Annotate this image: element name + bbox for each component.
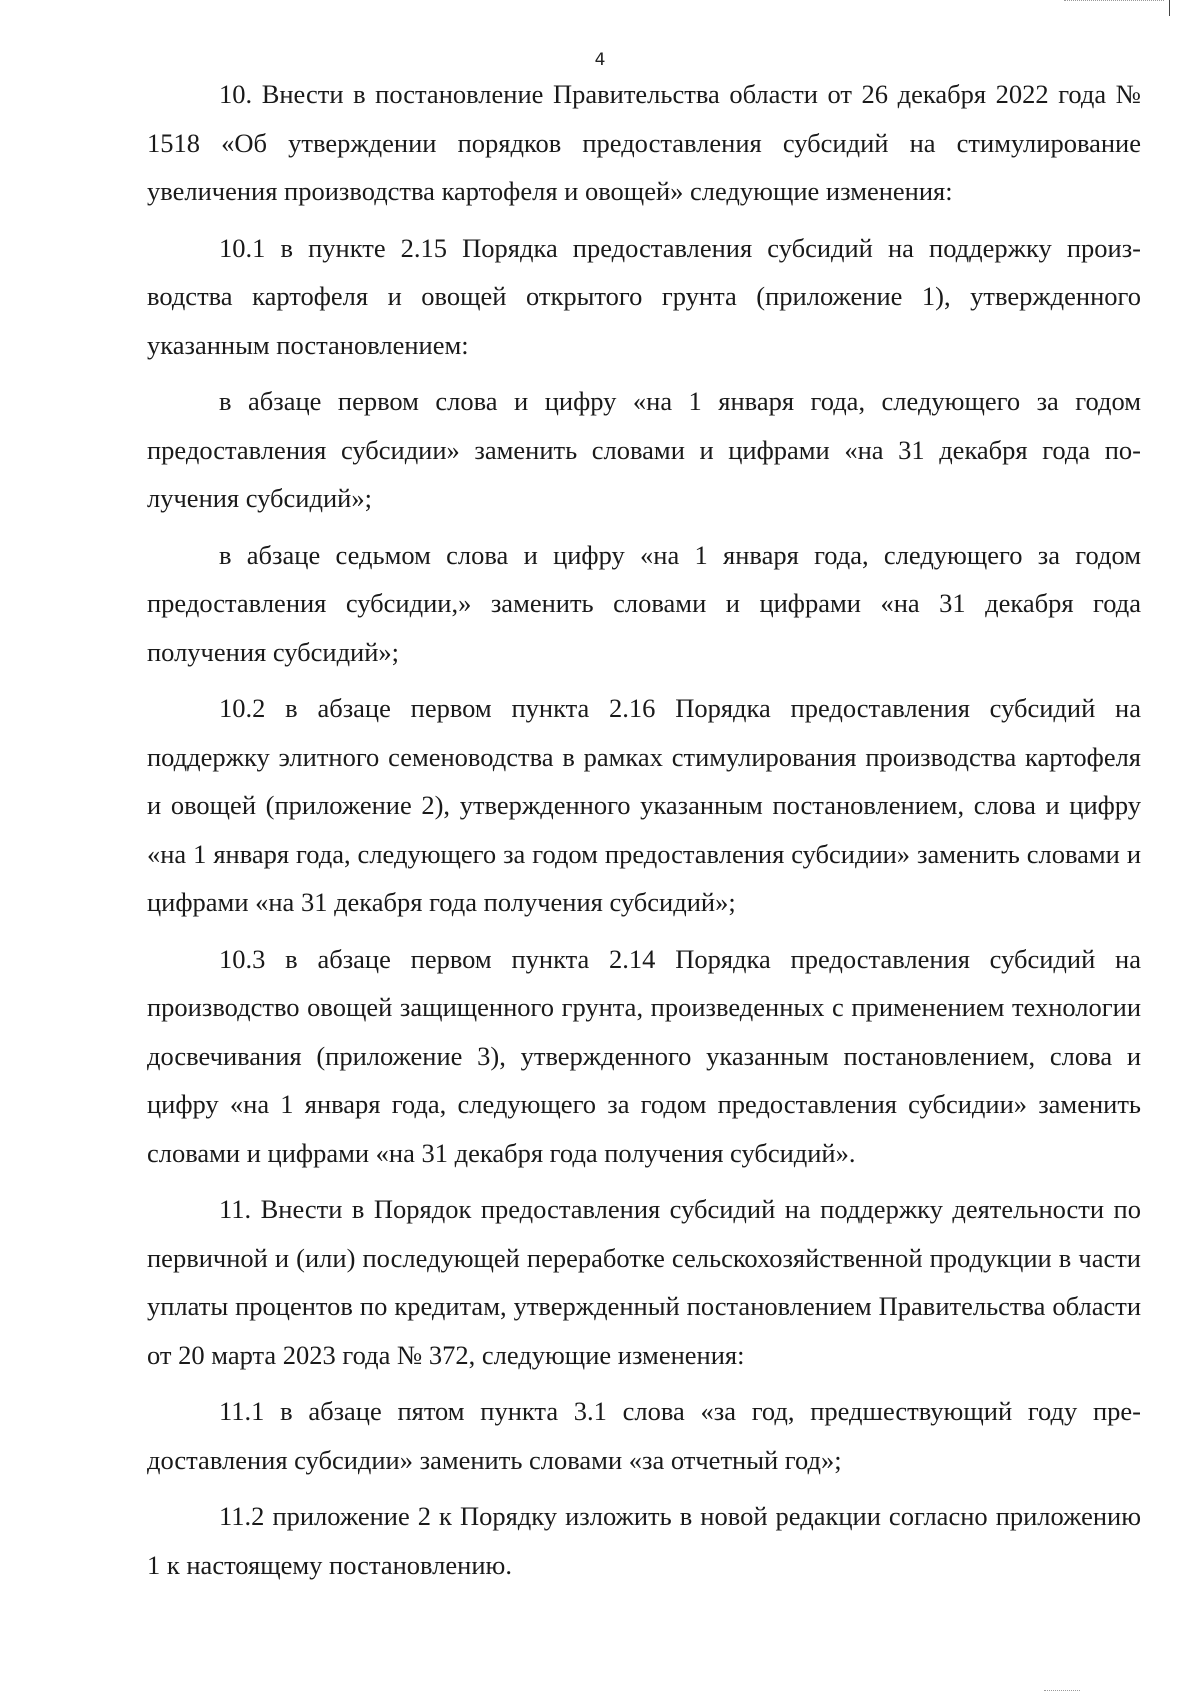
paragraph-10-1-b: в абзаце седьмом слова и цифру «на 1 января года, следующего за годом предоставления субсидии,» заменить словами и цифрами «на 31 декабря года получения субсидий»;	[147, 539, 1141, 667]
paragraph-10-2: 10.2 в абзаце первом пункта 2.16 Порядка предоставления субсидий на поддержку элитного семеноводства в рамках стимулирования производства картофеля и овощей (приложение 2), утвержденного указанным постановлением, слова и цифру «на 1 января года, следующего за годом предоставления субсидии» заменить словами и цифрами «на 31 декабря года получения субсидий»;	[147, 693, 1141, 917]
document-body	[147, 70, 1141, 1597]
paragraph-11: 11. Внести в Порядок предоставления субсидий на поддержку деятельности по первичной и (или) последующей переработке сельскохозяйственной продукции в части уплаты процентов по кредитам, утвержденный постановлением Правительства области от 20 марта 2023 года № 372, следующие изменения:	[147, 1194, 1141, 1370]
paragraph-10-1-a: в абзаце первом слова и цифру «на 1 января года, следующего за годом предоставления субсидии» заменить словами и цифрами «на 31 декабря года получения субсидий»;	[147, 386, 1141, 513]
scan-edge-mark	[1064, 0, 1164, 7]
paragraph-11-1: 11.1 в абзаце пятом пункта 3.1 слова «за год, предшествующий году предоставления субсидии» заменить словами «за отчетный год»;	[147, 1396, 1141, 1475]
paragraph-10-3: 10.3 в абзаце первом пункта 2.14 Порядка предоставления субсидий на производство овощей защищенного грунта, произведенных с применением технологии досвечивания (приложение 3), утвержденного указанным постановлением, слова и цифру «на 1 января года, следующего за годом предоставления субсидии» заменить словами и цифрами «на 31 декабря года получения субсидий».	[147, 943, 1141, 1168]
page-number: 4	[594, 50, 606, 70]
paragraph-10: 10. Внести в постановление Правительства области от 26 декабря 2022 года № 1518 «Об утверждении порядков предоставления субсидий на стимулирование увеличения производства картофеля и овощей» следующие изменения:	[147, 79, 1141, 206]
scan-edge-line	[1169, 0, 1170, 16]
paragraph-10-1: 10.1 в пункте 2.15 Порядка предоставления субсидий на поддержку производства картофеля и овощей открытого грунта (приложение 1), утвержденного указанным постановлением:	[147, 232, 1141, 360]
scan-bottom-mark	[1044, 1686, 1080, 1691]
paragraph-11-2: 11.2 приложение 2 к Порядку изложить в новой редакции согласно приложению 1 к настоящему постановлению.	[147, 1501, 1141, 1580]
